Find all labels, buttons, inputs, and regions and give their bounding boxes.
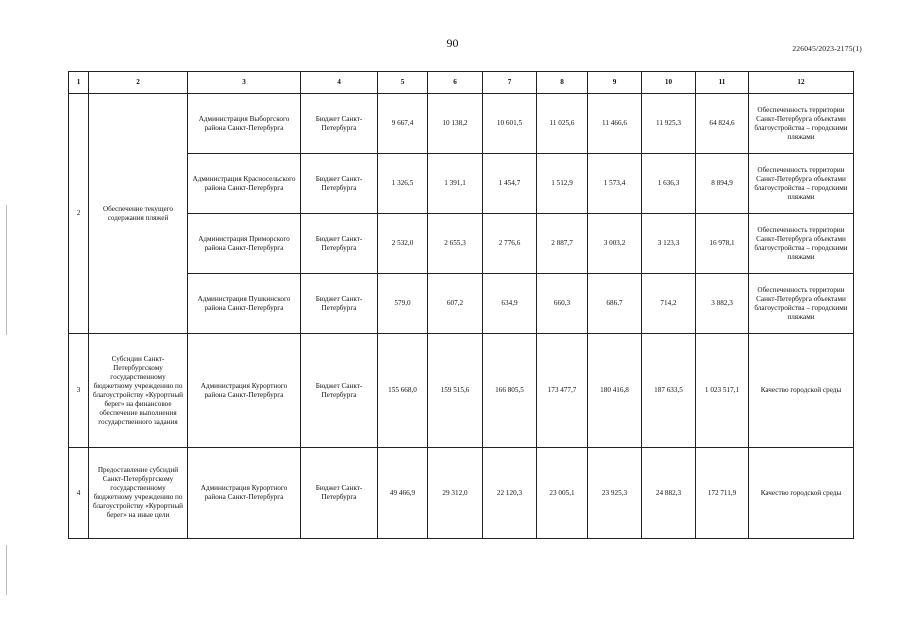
measure-name: Предоставление субсидий Санкт-Петербургскому государственному бюджетному учреждению по благоустройству «Курортный берег» на иные цели xyxy=(89,448,188,539)
value-cell: 1 454,7 xyxy=(483,154,537,214)
document-code: 226045/2023-2175(1) xyxy=(792,44,862,53)
indicator-cell: Обеспеченность территории Санкт-Петербурга объектами благоустройства – городскими пляжами xyxy=(749,274,854,334)
value-cell: 660,3 xyxy=(537,274,588,334)
value-cell: 579,0 xyxy=(378,274,428,334)
total-cell: 16 978,1 xyxy=(696,214,749,274)
value-cell: 155 668,0 xyxy=(378,334,428,448)
administrator-cell: Администрация Выборгского района Санкт-Петербурга xyxy=(188,94,301,154)
value-cell: 686,7 xyxy=(588,274,642,334)
value-cell: 10 601,5 xyxy=(483,94,537,154)
value-cell: 3 123,3 xyxy=(642,214,696,274)
value-cell: 166 805,5 xyxy=(483,334,537,448)
value-cell: 180 416,8 xyxy=(588,334,642,448)
administrator-cell: Администрация Курортного района Санкт-Петербурга xyxy=(188,448,301,539)
value-cell: 11 925,3 xyxy=(642,94,696,154)
value-cell: 1 573,4 xyxy=(588,154,642,214)
value-cell: 2 776,6 xyxy=(483,214,537,274)
value-cell: 1 326,5 xyxy=(378,154,428,214)
value-cell: 10 138,2 xyxy=(428,94,483,154)
indicator-cell: Качество городской среды xyxy=(749,448,854,539)
measure-name: Обеспечение текущего содержания пляжей xyxy=(89,94,188,334)
value-cell: 22 120,3 xyxy=(483,448,537,539)
value-cell: 23 925,3 xyxy=(588,448,642,539)
table-row xyxy=(69,94,854,154)
administrator-cell: Администрация Красносельского района Санкт-Петербурга xyxy=(188,154,301,214)
value-cell: 29 312,0 xyxy=(428,448,483,539)
value-cell: 11 025,6 xyxy=(537,94,588,154)
value-cell: 173 477,7 xyxy=(537,334,588,448)
column-header: 2 xyxy=(89,72,188,94)
value-cell: 159 515,6 xyxy=(428,334,483,448)
value-cell: 634,9 xyxy=(483,274,537,334)
value-cell: 714,2 xyxy=(642,274,696,334)
row-number: 4 xyxy=(69,448,89,539)
value-cell: 1 512,9 xyxy=(537,154,588,214)
value-cell: 1 636,3 xyxy=(642,154,696,214)
value-cell: 2 887,7 xyxy=(537,214,588,274)
value-cell: 23 005,1 xyxy=(537,448,588,539)
column-header: 7 xyxy=(483,72,537,94)
value-cell: 3 003,2 xyxy=(588,214,642,274)
column-header: 11 xyxy=(696,72,749,94)
column-header: 8 xyxy=(537,72,588,94)
row-number: 3 xyxy=(69,334,89,448)
total-cell: 1 023 517,1 xyxy=(696,334,749,448)
page-number: 90 xyxy=(446,36,459,50)
value-cell: 607,2 xyxy=(428,274,483,334)
indicator-cell: Обеспеченность территории Санкт-Петербурга объектами благоустройства – городскими пляжами xyxy=(749,154,854,214)
indicator-cell: Качество городской среды xyxy=(749,334,854,448)
table-header-row xyxy=(69,72,854,94)
column-header: 1 xyxy=(69,72,89,94)
value-cell: 2 532,0 xyxy=(378,214,428,274)
indicator-cell: Обеспеченность территории Санкт-Петербурга объектами благоустройства – городскими пляжами xyxy=(749,94,854,154)
total-cell: 8 894,9 xyxy=(696,154,749,214)
table-row xyxy=(69,448,854,539)
funding-source-cell: Бюджет Санкт-Петербурга xyxy=(301,214,378,274)
administrator-cell: Администрация Пушкинского района Санкт-Петербурга xyxy=(188,274,301,334)
column-header: 6 xyxy=(428,72,483,94)
table-row xyxy=(69,334,854,448)
column-header: 3 xyxy=(188,72,301,94)
budget-table xyxy=(68,71,854,539)
value-cell: 49 466,9 xyxy=(378,448,428,539)
margin-binding-mark xyxy=(6,205,7,335)
funding-source-cell: Бюджет Санкт-Петербурга xyxy=(301,154,378,214)
funding-source-cell: Бюджет Санкт-Петербурга xyxy=(301,274,378,334)
administrator-cell: Администрация Курортного района Санкт-Петербурга xyxy=(188,334,301,448)
total-cell: 172 711,9 xyxy=(696,448,749,539)
column-header: 12 xyxy=(749,72,854,94)
column-header: 10 xyxy=(642,72,696,94)
row-number: 2 xyxy=(69,94,89,334)
value-cell: 187 633,5 xyxy=(642,334,696,448)
margin-binding-mark xyxy=(6,545,7,595)
funding-source-cell: Бюджет Санкт-Петербурга xyxy=(301,448,378,539)
column-header: 4 xyxy=(301,72,378,94)
value-cell: 2 655,3 xyxy=(428,214,483,274)
measure-name: Субсидии Санкт-Петербургскому государственному бюджетному учреждению по благоустройству «Курортный берег» на финансовое обеспечение выполнения государственного задания xyxy=(89,334,188,448)
column-header: 5 xyxy=(378,72,428,94)
value-cell: 24 882,3 xyxy=(642,448,696,539)
value-cell: 11 466,6 xyxy=(588,94,642,154)
total-cell: 64 824,6 xyxy=(696,94,749,154)
value-cell: 1 391,1 xyxy=(428,154,483,214)
column-header: 9 xyxy=(588,72,642,94)
value-cell: 9 667,4 xyxy=(378,94,428,154)
funding-source-cell: Бюджет Санкт-Петербурга xyxy=(301,334,378,448)
administrator-cell: Администрация Приморского района Санкт-Петербурга xyxy=(188,214,301,274)
funding-source-cell: Бюджет Санкт-Петербурга xyxy=(301,94,378,154)
total-cell: 3 882,3 xyxy=(696,274,749,334)
indicator-cell: Обеспеченность территории Санкт-Петербурга объектами благоустройства – городскими пляжами xyxy=(749,214,854,274)
